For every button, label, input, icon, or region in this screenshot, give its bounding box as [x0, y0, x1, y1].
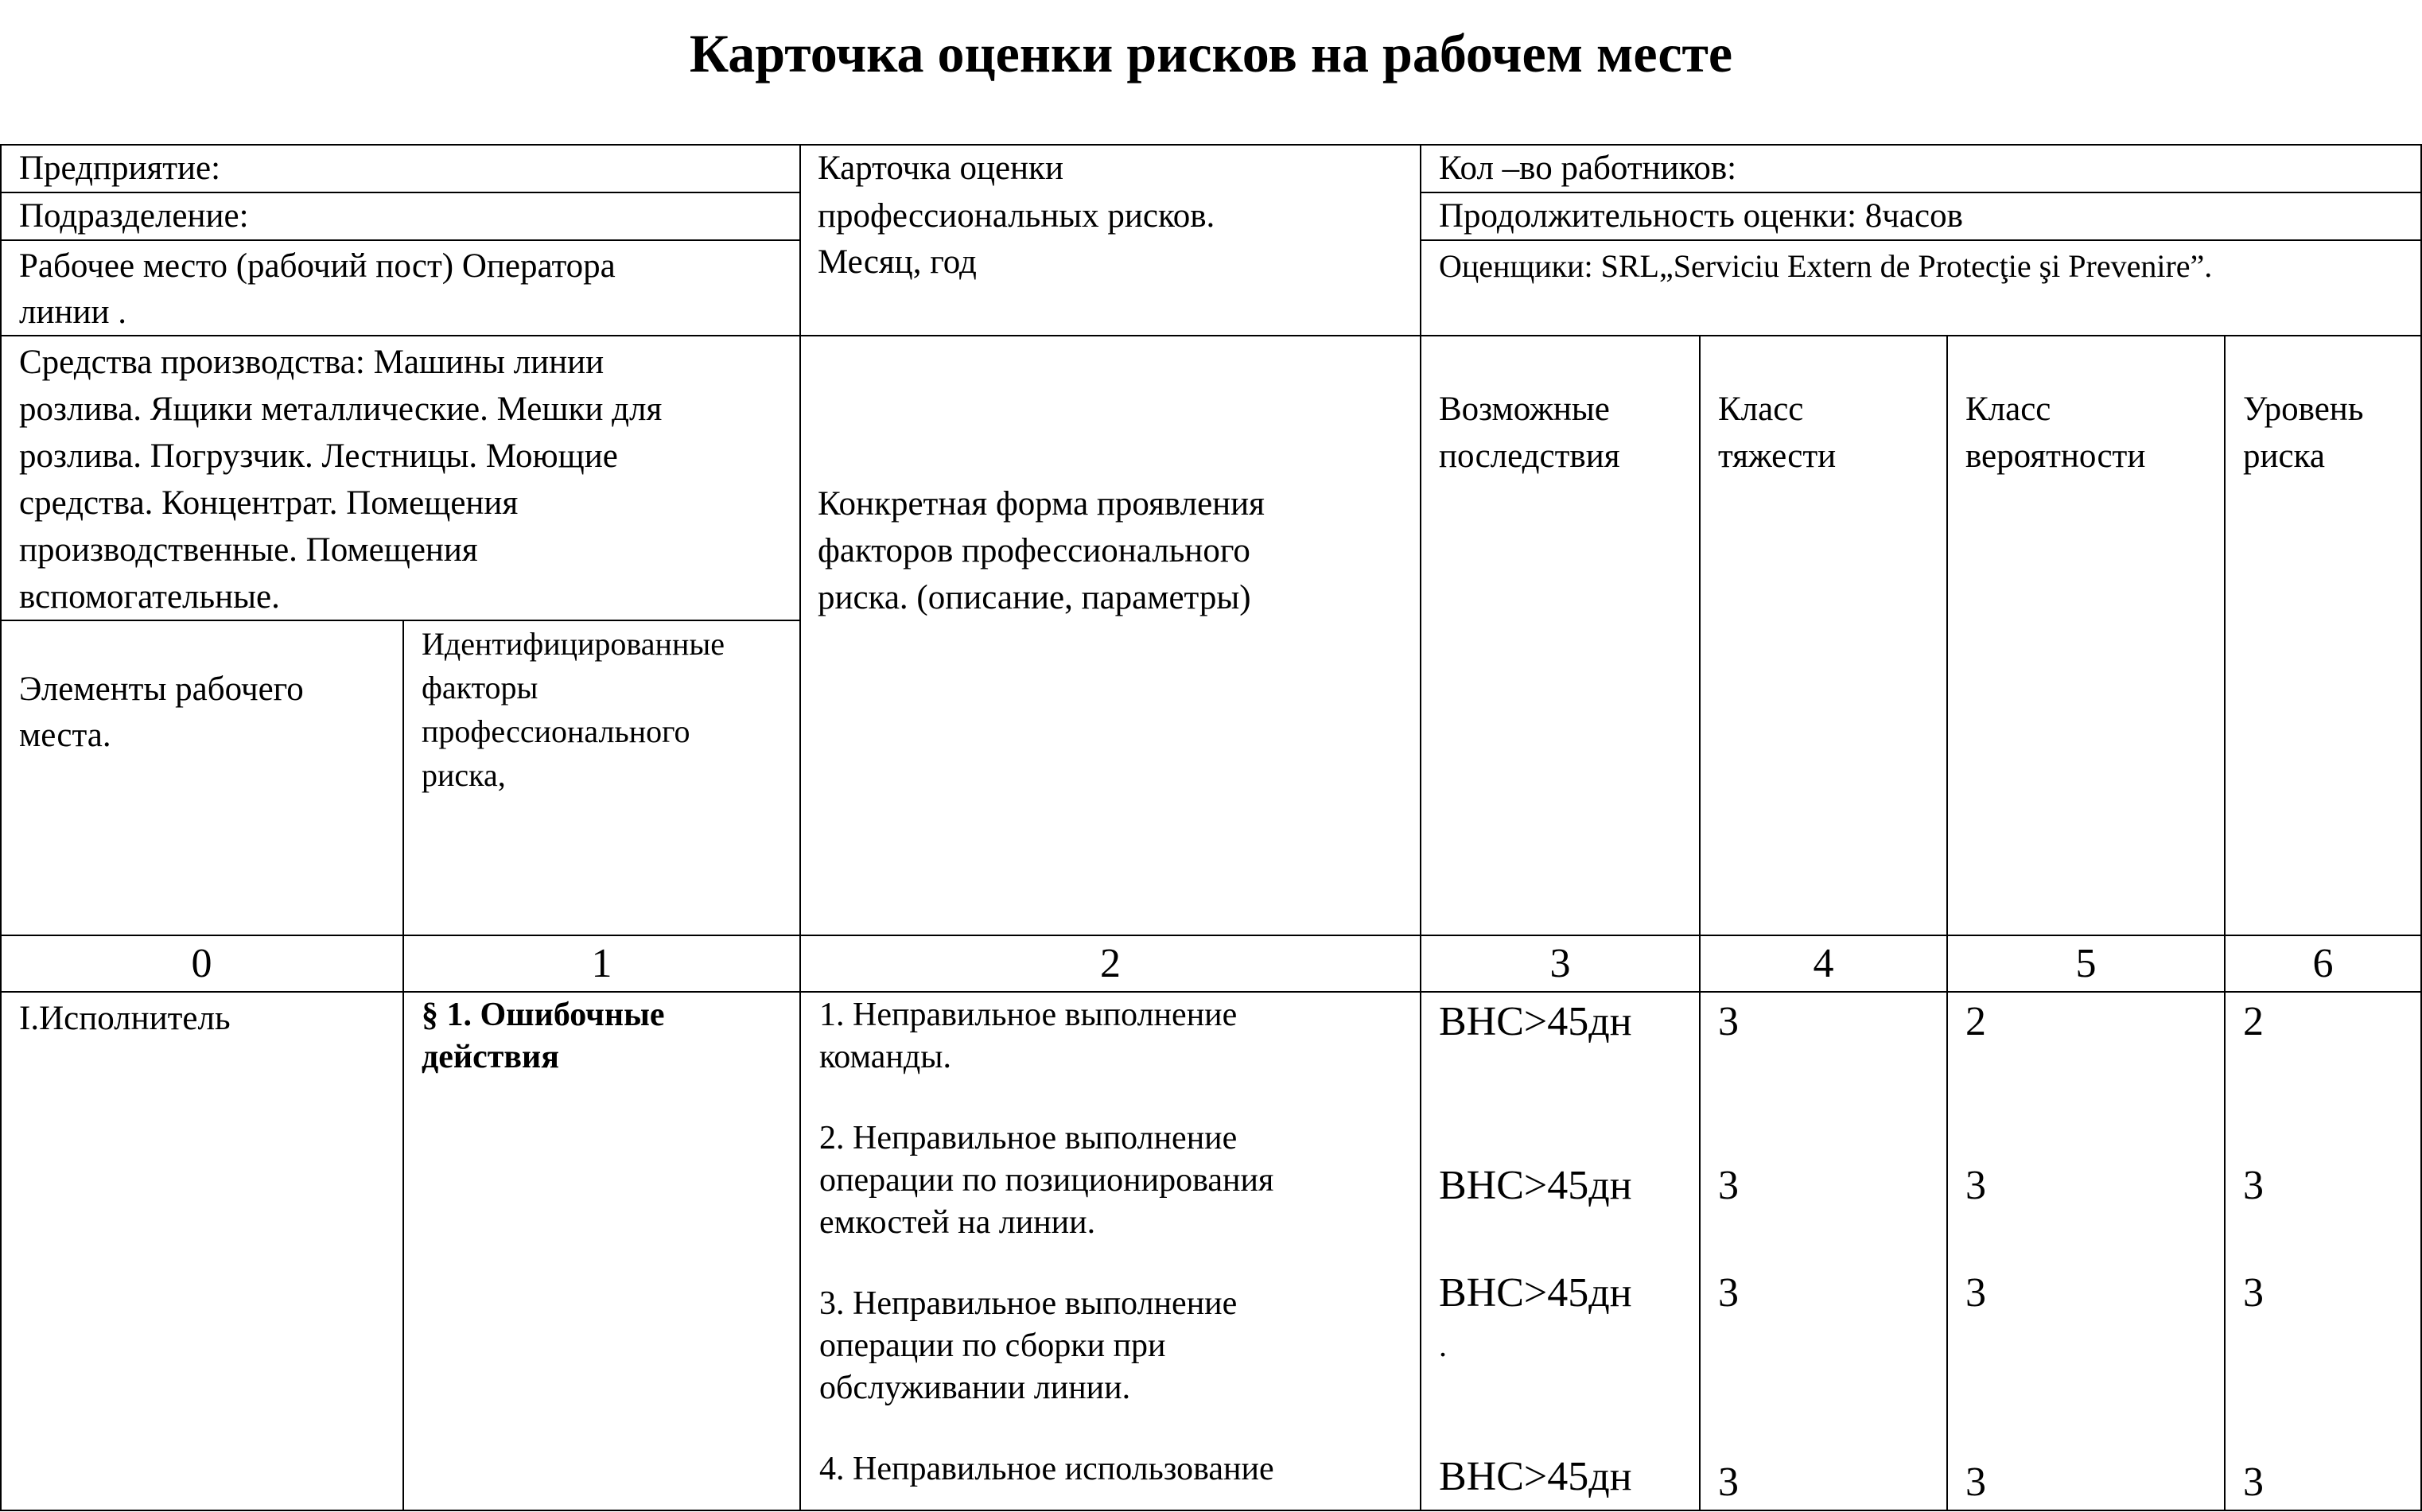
- row-probability: 3: [1965, 1270, 1986, 1316]
- form-header: риска. (описание, параметры): [818, 579, 1251, 616]
- factors-header: Идентифицированные: [422, 626, 725, 662]
- probability-header: вероятности: [1965, 437, 2146, 475]
- factors-header: факторы: [422, 670, 538, 705]
- col-line: [0, 144, 2, 1511]
- row-line: [1421, 239, 2422, 241]
- means-line: вспомогательные.: [19, 578, 280, 616]
- form-header: факторов профессионального: [818, 532, 1250, 569]
- factors-header: риска,: [422, 757, 506, 793]
- row-consequence: ВНС>45дн: [1439, 1270, 1632, 1316]
- elements-header: Элементы рабочего: [19, 670, 304, 708]
- page-title: Карточка оценки рисков на рабочем месте: [689, 23, 1733, 84]
- row-description: обслуживании линии.: [819, 1370, 1131, 1406]
- section-factor: действия: [422, 1039, 559, 1075]
- row-consequence: ВНС>45дн: [1439, 999, 1632, 1044]
- section-factor: § 1. Ошибочные: [422, 997, 665, 1033]
- row-probability: 3: [1965, 1460, 1986, 1505]
- elements-header: места.: [19, 717, 111, 754]
- means-line: розлива. Погрузчик. Лестницы. Моющие: [19, 437, 618, 475]
- col-line: [402, 620, 404, 1511]
- consequences-header: последствия: [1439, 437, 1620, 475]
- probability-header: Класс: [1965, 391, 2051, 428]
- row-description: емкостей на линии.: [819, 1204, 1096, 1241]
- row-description: 3. Неправильное выполнение: [819, 1285, 1238, 1322]
- enterprise-label: Предприятие:: [19, 150, 221, 187]
- row-probability: 2: [1965, 999, 1986, 1044]
- card-line: Месяц, год: [818, 243, 977, 281]
- row-description: 4. Неправильное использование: [819, 1451, 1274, 1487]
- row-severity: 3: [1718, 1460, 1739, 1505]
- col-line: [1946, 335, 1948, 1511]
- means-line: розлива. Ящики металлические. Мешки для: [19, 391, 663, 428]
- workers-label: Кол –во работников:: [1439, 150, 1737, 187]
- row-line: [0, 335, 2422, 336]
- severity-header: Класс: [1718, 391, 1804, 428]
- table-border-bottom: [0, 1510, 2422, 1511]
- row-description: операции по позиционирования: [819, 1162, 1274, 1199]
- row-description: команды.: [819, 1039, 951, 1075]
- row-description: 2. Неправильное выполнение: [819, 1120, 1238, 1156]
- row-consequence-suffix: .: [1439, 1327, 1447, 1363]
- col-line: [1699, 335, 1701, 1511]
- means-line: производственные. Помещения: [19, 531, 478, 569]
- row-probability: 3: [1965, 1163, 1986, 1208]
- card-line: профессиональных рисков.: [818, 197, 1215, 235]
- col-number: 3: [1549, 941, 1571, 986]
- form-header: Конкретная форма проявления: [818, 485, 1265, 523]
- workplace-line: Рабочее место (рабочий пост) Оператора: [19, 247, 616, 285]
- col-number: 0: [191, 941, 212, 986]
- row-line: [0, 239, 801, 241]
- row-level: 2: [2243, 999, 2264, 1044]
- means-line: Средства производства: Машины линии: [19, 344, 605, 381]
- section-element: I.Исполнитель: [19, 1000, 231, 1037]
- col-line: [2224, 335, 2226, 1511]
- row-description: 1. Неправильное выполнение: [819, 997, 1238, 1033]
- row-severity: 3: [1718, 999, 1739, 1044]
- division-label: Подразделение:: [19, 197, 249, 235]
- col-number: 6: [2312, 941, 2334, 986]
- severity-header: тяжести: [1718, 437, 1837, 475]
- row-severity: 3: [1718, 1270, 1739, 1316]
- level-header: риска: [2243, 437, 2325, 475]
- factors-header: профессионального: [422, 713, 690, 749]
- row-level: 3: [2243, 1460, 2264, 1505]
- col-number: 4: [1813, 941, 1834, 986]
- level-header: Уровень: [2243, 391, 2364, 428]
- col-number: 1: [591, 941, 612, 986]
- row-consequence: ВНС>45дн: [1439, 1454, 1632, 1499]
- col-number: 5: [2075, 941, 2097, 986]
- row-level: 3: [2243, 1270, 2264, 1316]
- row-level: 3: [2243, 1163, 2264, 1208]
- row-consequence: ВНС>45дн: [1439, 1163, 1632, 1208]
- col-line: [799, 144, 801, 1511]
- table-border-top: [0, 144, 2422, 146]
- workplace-line: линии .: [19, 293, 127, 331]
- col-number: 2: [1100, 941, 1121, 986]
- row-description: операции по сборки при: [819, 1327, 1166, 1364]
- assessors-label: Оценщики: SRL„Serviciu Extern de Protecţie şi Prevenire”.: [1439, 248, 2213, 284]
- card-line: Карточка оценки: [818, 150, 1063, 187]
- row-severity: 3: [1718, 1163, 1739, 1208]
- col-line: [1420, 144, 1421, 1511]
- means-line: средства. Концентрат. Помещения: [19, 484, 519, 522]
- consequences-header: Возможные: [1439, 391, 1610, 428]
- duration-label: Продолжительность оценки: 8часов: [1439, 197, 1963, 235]
